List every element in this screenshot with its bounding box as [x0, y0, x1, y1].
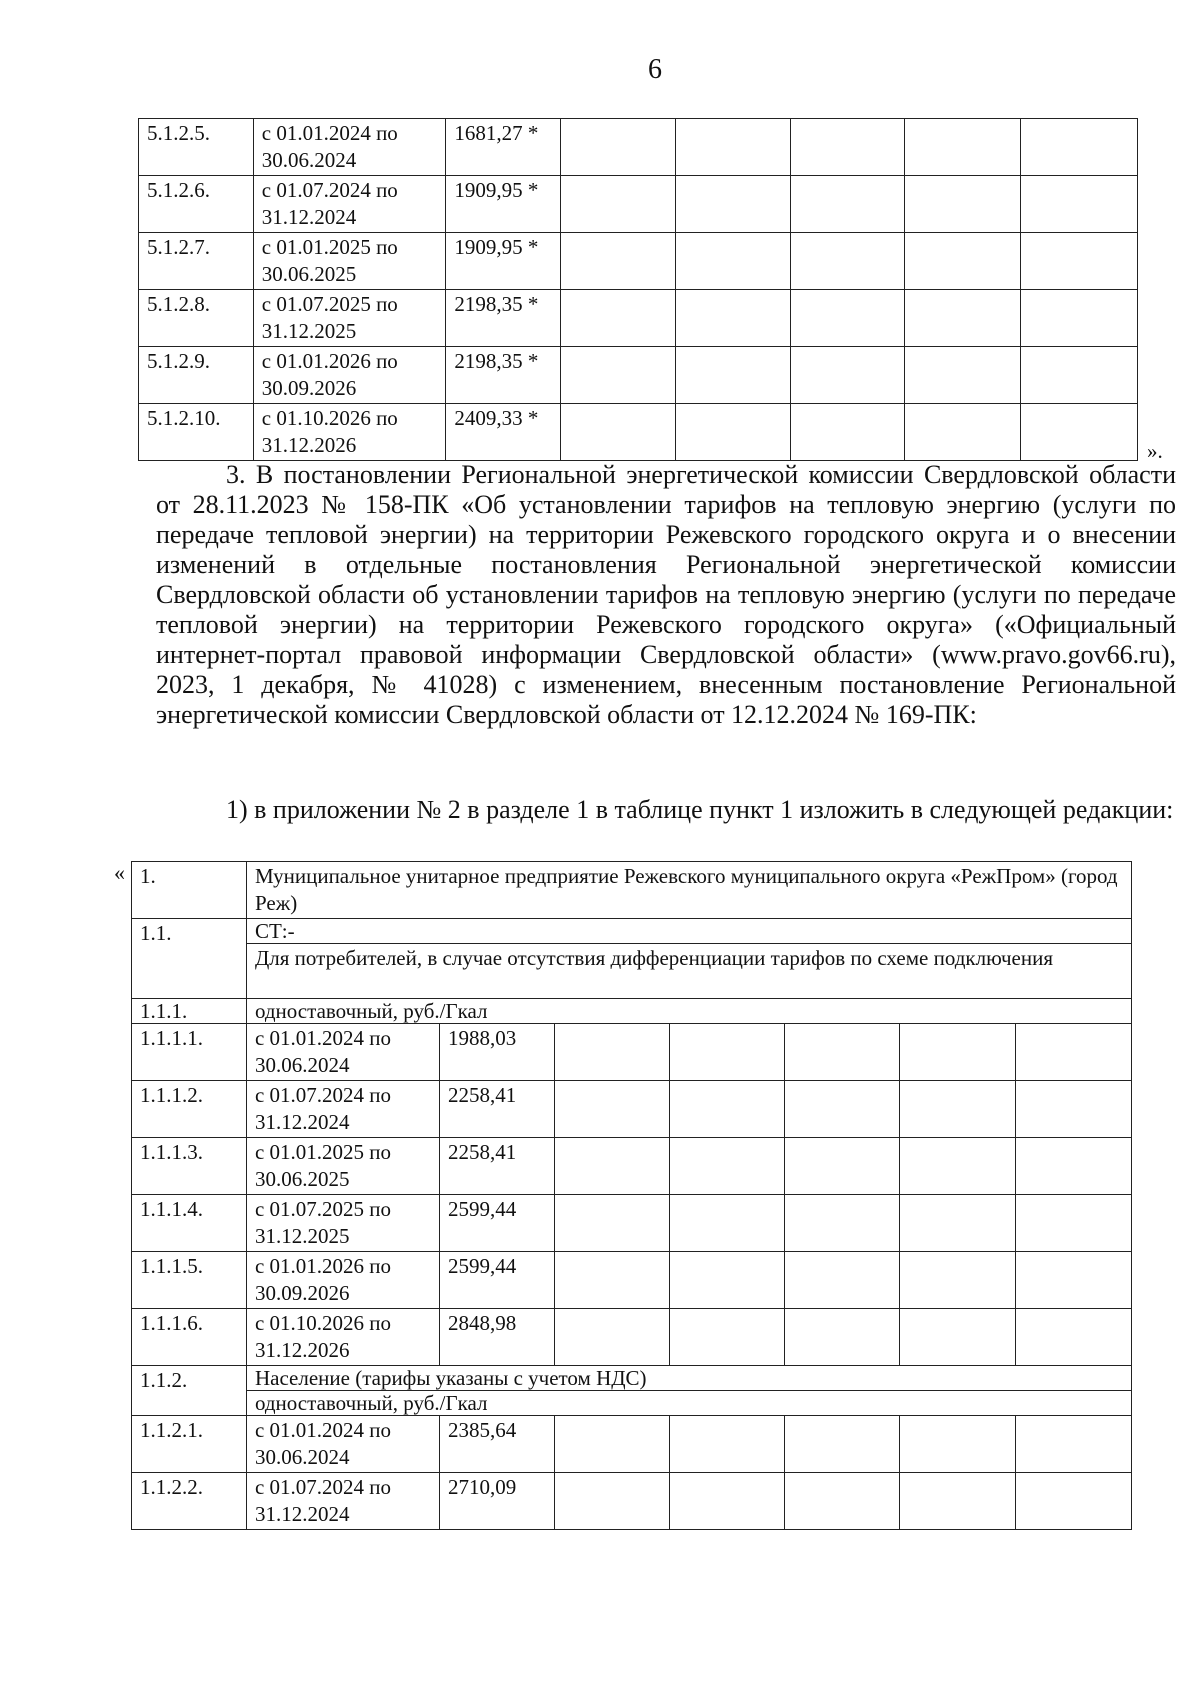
empty-cell [784, 1024, 899, 1081]
row-num: 1.1.1.1. [132, 1024, 247, 1081]
empty-cell [554, 1473, 669, 1530]
empty-cell [1015, 1138, 1131, 1195]
table-row [132, 1081, 1132, 1138]
table-row [139, 119, 1138, 176]
empty-cell [905, 290, 1021, 347]
empty-cell [784, 1416, 899, 1473]
empty-cell [554, 1024, 669, 1081]
empty-cell [899, 1309, 1015, 1366]
empty-cell [1021, 119, 1138, 176]
row-period: с 01.01.2026 по 30.09.2026 [253, 347, 446, 404]
empty-cell [1021, 290, 1138, 347]
row-value: 2385,64 [439, 1416, 554, 1473]
row-period: с 01.01.2026 по 30.09.2026 [246, 1252, 439, 1309]
empty-cell [899, 1195, 1015, 1252]
row-num: 1.1.1.4. [132, 1195, 247, 1252]
row-period: с 01.07.2025 по 31.12.2025 [246, 1195, 439, 1252]
empty-cell [669, 1138, 784, 1195]
org-name: Муниципальное унитарное предприятие Режевского муниципального округа «РежПром» (город Реж) [246, 862, 1131, 919]
empty-cell [554, 1416, 669, 1473]
empty-cell [790, 233, 905, 290]
empty-cell [905, 233, 1021, 290]
empty-cell [1015, 1081, 1131, 1138]
empty-cell [790, 347, 905, 404]
row-num: 5.1.2.5. [139, 119, 254, 176]
paragraph-3 [156, 460, 1176, 730]
table-row [139, 176, 1138, 233]
paragraph-3-text: 3. В постановлении Региональной энергетической комиссии Свердловской области от 28.11.2023 № 158-ПК «Об установлении тарифов на тепловую энергию (услуги по передаче тепловой энергии) на территории Режевского городского округа и о внесении изменений в отдельные постановления Региональной энергетической комиссии Свердловской области об установлении тарифов на тепловую энергию (услуги по передаче тепловой энергии) на территории Режевского городского округа» («Официальный интернет-портал правовой информации Свердловской области» (www.pravo.gov66.ru), 2023, 1 декабря, № 41028) с изменением, внесенным постановление Региональной энергетической комиссии Свердловской области от 12.12.2024 № 169-ПК: [156, 460, 1176, 729]
org-row [132, 862, 1132, 919]
empty-cell [905, 176, 1021, 233]
row-num: 5.1.2.7. [139, 233, 254, 290]
empty-cell [561, 290, 676, 347]
table-row [132, 1252, 1132, 1309]
table-row [132, 1416, 1132, 1473]
group2-row [132, 1366, 1132, 1391]
row-value: 2258,41 [439, 1138, 554, 1195]
empty-cell [1021, 404, 1138, 461]
st-row [132, 919, 1132, 944]
opening-quote: « [114, 860, 125, 885]
empty-cell [554, 1081, 669, 1138]
row-num: 1.1.1.3. [132, 1138, 247, 1195]
empty-cell [1015, 1473, 1131, 1530]
empty-cell [1021, 347, 1138, 404]
table-row [132, 1473, 1132, 1530]
row-value: 2198,35 * [446, 347, 561, 404]
group2-sub-label: одноставочный, руб./Гкал [246, 1391, 1131, 1416]
empty-cell [784, 1138, 899, 1195]
page-number: 6 [648, 54, 662, 85]
row-period: с 01.10.2026 по 31.12.2026 [253, 404, 446, 461]
empty-cell [554, 1309, 669, 1366]
group2-label: Население (тарифы указаны с учетом НДС) [246, 1366, 1131, 1391]
closing-quote: ». [1147, 439, 1163, 463]
table-row [139, 347, 1138, 404]
org-num: 1. [132, 862, 247, 919]
table-row [132, 1024, 1132, 1081]
empty-cell [1015, 1195, 1131, 1252]
empty-cell [784, 1252, 899, 1309]
empty-cell [899, 1138, 1015, 1195]
paragraph-1-text: 1) в приложении № 2 в разделе 1 в таблице пункт 1 изложить в следующей редакции: [226, 795, 1174, 824]
row-value: 2710,09 [439, 1473, 554, 1530]
empty-cell [790, 119, 905, 176]
tariff-table-top [138, 118, 1138, 461]
group1-row [132, 999, 1132, 1024]
table-row [132, 1195, 1132, 1252]
empty-cell [669, 1416, 784, 1473]
empty-cell [905, 404, 1021, 461]
row-num: 5.1.2.6. [139, 176, 254, 233]
empty-cell [1015, 1416, 1131, 1473]
empty-cell [1015, 1309, 1131, 1366]
st-desc: Для потребителей, в случае отсутствия дифференциации тарифов по схеме подключения [246, 944, 1131, 999]
empty-cell [554, 1252, 669, 1309]
row-num: 5.1.2.9. [139, 347, 254, 404]
row-period: с 01.01.2025 по 30.06.2025 [253, 233, 446, 290]
row-num: 1.1.2.1. [132, 1416, 247, 1473]
empty-cell [554, 1138, 669, 1195]
empty-cell [554, 1195, 669, 1252]
row-period: с 01.07.2024 по 31.12.2024 [253, 176, 446, 233]
empty-cell [1021, 233, 1138, 290]
row-value: 1909,95 * [446, 176, 561, 233]
row-value: 1988,03 [439, 1024, 554, 1081]
empty-cell [899, 1416, 1015, 1473]
row-value: 2198,35 * [446, 290, 561, 347]
row-num: 5.1.2.10. [139, 404, 254, 461]
row-value: 1909,95 * [446, 233, 561, 290]
empty-cell [561, 347, 676, 404]
row-value: 2599,44 [439, 1252, 554, 1309]
tariff-table-bottom [131, 861, 1132, 1530]
empty-cell [899, 1252, 1015, 1309]
empty-cell [669, 1024, 784, 1081]
empty-cell [669, 1081, 784, 1138]
empty-cell [899, 1081, 1015, 1138]
row-value: 2409,33 * [446, 404, 561, 461]
empty-cell [675, 176, 790, 233]
row-period: с 01.01.2024 по 30.06.2024 [246, 1024, 439, 1081]
empty-cell [905, 119, 1021, 176]
st-label: СТ:- [246, 919, 1131, 944]
empty-cell [669, 1195, 784, 1252]
empty-cell [669, 1252, 784, 1309]
empty-cell [784, 1309, 899, 1366]
empty-cell [790, 290, 905, 347]
row-value: 2258,41 [439, 1081, 554, 1138]
empty-cell [675, 404, 790, 461]
table-row [132, 1138, 1132, 1195]
empty-cell [899, 1024, 1015, 1081]
group1-label: одноставочный, руб./Гкал [246, 999, 1131, 1024]
empty-cell [669, 1473, 784, 1530]
empty-cell [899, 1473, 1015, 1530]
empty-cell [784, 1195, 899, 1252]
group2-sub-row [132, 1391, 1132, 1416]
empty-cell [1021, 176, 1138, 233]
row-num: 5.1.2.8. [139, 290, 254, 347]
empty-cell [561, 233, 676, 290]
paragraph-1 [156, 795, 1176, 825]
row-num: 1.1.1.6. [132, 1309, 247, 1366]
row-num: 1.1.1.5. [132, 1252, 247, 1309]
row-period: с 01.07.2024 по 31.12.2024 [246, 1081, 439, 1138]
empty-cell [784, 1473, 899, 1530]
empty-cell [561, 119, 676, 176]
group1-num: 1.1.1. [132, 999, 247, 1024]
empty-cell [1015, 1252, 1131, 1309]
row-period: с 01.07.2025 по 31.12.2025 [253, 290, 446, 347]
empty-cell [561, 176, 676, 233]
row-value: 2599,44 [439, 1195, 554, 1252]
empty-cell [784, 1081, 899, 1138]
table-row [139, 290, 1138, 347]
empty-cell [675, 119, 790, 176]
empty-cell [561, 404, 676, 461]
row-period: с 01.01.2024 по 30.06.2024 [246, 1416, 439, 1473]
empty-cell [1015, 1024, 1131, 1081]
group2-num: 1.1.2. [132, 1366, 247, 1416]
empty-cell [675, 290, 790, 347]
row-value: 1681,27 * [446, 119, 561, 176]
empty-cell [675, 347, 790, 404]
st-desc-row [132, 944, 1132, 999]
row-period: с 01.07.2024 по 31.12.2024 [246, 1473, 439, 1530]
row-period: с 01.10.2026 по 31.12.2026 [246, 1309, 439, 1366]
empty-cell [669, 1309, 784, 1366]
row-num: 1.1.1.2. [132, 1081, 247, 1138]
row-value: 2848,98 [439, 1309, 554, 1366]
st-num: 1.1. [132, 919, 247, 999]
empty-cell [905, 347, 1021, 404]
table-row [132, 1309, 1132, 1366]
row-period: с 01.01.2024 по 30.06.2024 [253, 119, 446, 176]
empty-cell [675, 233, 790, 290]
empty-cell [790, 176, 905, 233]
table-row [139, 233, 1138, 290]
row-period: с 01.01.2025 по 30.06.2025 [246, 1138, 439, 1195]
empty-cell [790, 404, 905, 461]
table-row [139, 404, 1138, 461]
row-num: 1.1.2.2. [132, 1473, 247, 1530]
